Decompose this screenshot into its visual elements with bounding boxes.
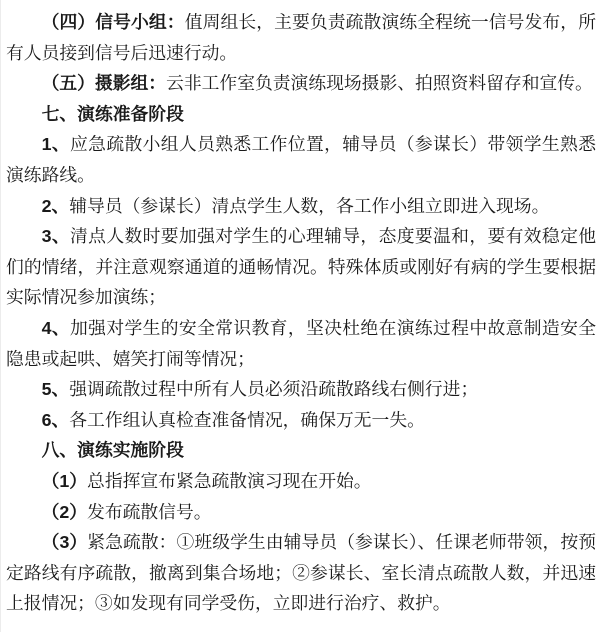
paragraph xyxy=(6,527,596,619)
paragraph-lead: 4、 xyxy=(41,317,71,338)
paragraph-text: 发布疏散信号。 xyxy=(87,501,212,522)
paragraph-lead: 5、 xyxy=(41,379,70,400)
paragraph-text: 加强对学生的安全常识教育，坚决杜绝在演练过程中故意制造安全隐患或起哄、嬉笑打闹等情况； xyxy=(6,317,596,369)
paragraph-text: 清点人数时要加强对学生的心理辅导，态度要温和，要有效稳定他们的情绪，并注意观察通道的通畅情况。特殊体质或刚好有病的学生要根据实际情况参加演练； xyxy=(6,226,596,308)
paragraph-lead: （2） xyxy=(41,501,88,522)
paragraph-text: 强调疏散过程中所有人员必须沿疏散路线右侧行进； xyxy=(69,379,479,400)
paragraph-text: 云非工作室负责演练现场摄影、拍照资料留存和宣传。 xyxy=(166,73,593,94)
paragraph-text: 各工作组认真检查准备情况，确保万无一失。 xyxy=(69,409,425,430)
paragraph xyxy=(6,221,596,313)
paragraph-lead: （1） xyxy=(41,470,88,491)
paragraph xyxy=(6,129,596,190)
paragraph-lead: （四）信号小组： xyxy=(41,12,185,32)
paragraph xyxy=(6,313,596,374)
paragraph-lead: 1、 xyxy=(41,134,71,155)
paragraph xyxy=(6,374,596,405)
paragraph-lead: 6、 xyxy=(41,409,70,430)
section-heading: 七、演练准备阶段 xyxy=(41,103,184,124)
paragraph xyxy=(6,191,596,222)
paragraph-text: 紧急疏散：①班级学生由辅导员（参谋长）、任课老师带领，按预定路线有序疏散，撤离到集合场地；②参谋长、室长清点疏散人数，并迅速上报情况；③如发现有同学受伤，立即进行治疗、救护。 xyxy=(6,532,597,614)
paragraph-lead: 2、 xyxy=(41,195,70,216)
paragraph xyxy=(6,7,596,68)
paragraph-text: 值周组长，主要负责疏散演练全程统一信号发布，所有人员接到信号后迅速行动。 xyxy=(6,12,596,63)
paragraph-text: 应急疏散小组人员熟悉工作位置，辅导员（参谋长）带领学生熟悉演练路线。 xyxy=(6,134,596,185)
section-heading: 八、演练实施阶段 xyxy=(41,440,184,461)
paragraph-lead: 3、 xyxy=(41,226,71,247)
paragraph-lead: （五）摄影组： xyxy=(41,73,167,94)
paragraph xyxy=(6,466,596,497)
paragraph xyxy=(6,497,596,528)
paragraph xyxy=(6,68,596,99)
paragraph-lead: （3） xyxy=(41,532,88,553)
paragraph-text: 总指挥宣布紧急疏散演习现在开始。 xyxy=(87,470,372,491)
paragraph-text: 辅导员（参谋长）清点学生人数，各工作小组立即进入现场。 xyxy=(69,195,550,216)
paragraph xyxy=(6,405,596,436)
